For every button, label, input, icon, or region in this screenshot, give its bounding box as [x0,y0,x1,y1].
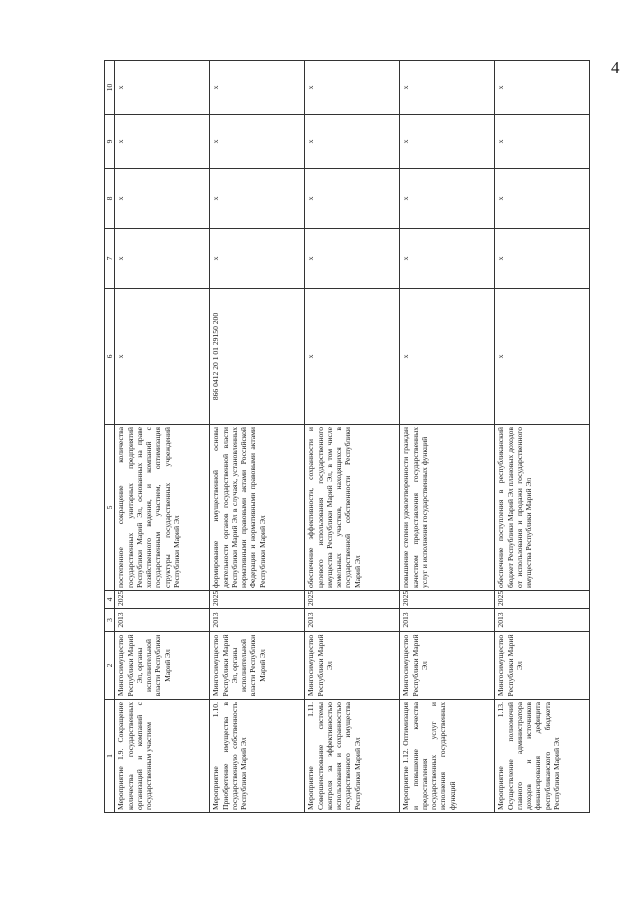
start-year-cell: 2013 [305,609,400,632]
header-cell: 4 [105,591,115,609]
value-cell: x [400,61,495,115]
table-row [210,61,305,813]
result-cell: обеспечение поступления в республиканский бюджет Республики Марий Эл плановых доходов от использования и продажи государственного имущества Республики Марий Эл [495,425,590,591]
result-cell: постепенное сокращение количества государственных унитарных предприятий Республики Марий Эл, основанных на праве хозяйственного ведения, и компаний с государственным участием, оптимизация структуры государственных учреждений Республики Марий Эл [115,425,210,591]
measure-cell: Мероприятие 1.12. Оптимизация и повышение качества предоставления государственных услуг и исполнения государственных функций [400,700,495,813]
result-cell: формирование имущественной основы деятельности органов государственной власти Республики Марий Эл в случаях, установленных нормативными правовыми актами Российской Федерации и нормативными правовыми актами Республики Марий Эл [210,425,305,591]
start-year-cell: 2013 [495,609,590,632]
header-cell: 9 [105,115,115,169]
budget-code-cell: x [495,289,590,425]
value-cell: x [305,115,400,169]
value-cell: x [210,115,305,169]
start-year-cell: 2013 [210,609,305,632]
table-row [115,61,210,813]
executor-cell: Мингосимущество Республики Марий Эл [495,632,590,700]
budget-code-cell: x [115,289,210,425]
value-cell: x [115,61,210,115]
header-cell: 7 [105,229,115,289]
table-row [400,61,495,813]
budget-code-cell: x [400,289,495,425]
measure-cell: Мероприятие 1.10. Приобретение имущества в государственную собственность Республики Марий Эл [210,700,305,813]
table-row [305,61,400,813]
header-row [105,61,115,813]
executor-cell: Мингосимущество Республики Марий Эл, органы исполнительной власти Республики Марий Эл [210,632,305,700]
header-cell: 8 [105,169,115,229]
executor-cell: Мингосимущество Республики Марий Эл [305,632,400,700]
page-number: 4 [611,58,620,77]
header-cell: 6 [105,289,115,425]
value-cell: x [305,61,400,115]
measure-cell: Мероприятие 1.13. Осуществление полномочий главного администратора доходов и источников финансирования дефицита республиканского бюджета Республики Марий Эл [495,700,590,813]
measure-cell: Мероприятие 1.9. Сокращение количества государственных организаций и компаний с государственным участием [115,700,210,813]
rotated-table-container [104,61,624,813]
value-cell: x [495,169,590,229]
budget-code-cell: x [305,289,400,425]
value-cell: x [305,229,400,289]
executor-cell: Мингосимущество Республики Марий Эл, органы исполнительной власти Республики Марий Эл [115,632,210,700]
end-year-cell: 2025 [115,591,210,609]
end-year-cell: 2025 [495,591,590,609]
value-cell: x [305,169,400,229]
table-row [495,61,590,813]
value-cell: x [400,229,495,289]
value-cell: x [495,61,590,115]
end-year-cell: 2025 [210,591,305,609]
header-cell: 1 [105,700,115,813]
start-year-cell: 2013 [115,609,210,632]
result-cell: обеспечение эффективности, сохранности и целевого использования государственного имущества Республики Марий Эл, в том числе земельных участков, находящихся в государственной собственности Республики Марий Эл [305,425,400,591]
measure-cell: Мероприятие 1.11. Совершенствование системы контроля за эффективностью использования и сохранностью государственного имущества Республики Марий Эл [305,700,400,813]
budget-code-cell: 866 0412 20 1 01 29150 200 [210,289,305,425]
start-year-cell: 2013 [400,609,495,632]
value-cell: x [210,229,305,289]
header-cell: 3 [105,609,115,632]
value-cell: x [210,61,305,115]
value-cell: x [115,229,210,289]
value-cell: x [400,115,495,169]
program-measures-table [104,60,590,813]
value-cell: x [115,169,210,229]
end-year-cell: 2025 [400,591,495,609]
result-cell: повышение степени удовлетворенности граждан качеством предоставления государственных услуг и исполнения государственных функций [400,425,495,591]
value-cell: x [495,115,590,169]
header-cell: 2 [105,632,115,700]
value-cell: x [115,115,210,169]
executor-cell: Мингосимущество Республики Марий Эл [400,632,495,700]
header-cell: 5 [105,425,115,591]
header-cell: 10 [105,61,115,115]
end-year-cell: 2025 [305,591,400,609]
value-cell: x [400,169,495,229]
value-cell: x [495,229,590,289]
value-cell: x [210,169,305,229]
